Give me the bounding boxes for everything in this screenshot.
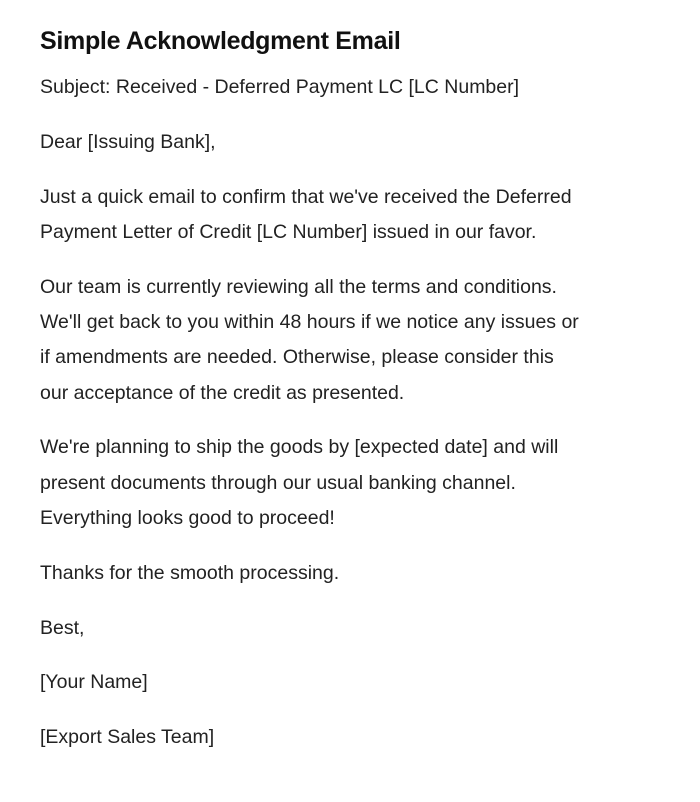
email-signature-team: [Export Sales Team] (40, 726, 215, 749)
email-paragraph-review: Our team is currently reviewing all the terms and conditions. We'll get back to you within 48 hours if we notice any issues or if amendments are needed. Otherwise, please consider this our acceptance of the credit as presented. (40, 275, 579, 404)
email-closing: Best, (40, 616, 85, 639)
page-title: Simple Acknowledgment Email (40, 27, 401, 55)
email-greeting: Dear [Issuing Bank], (40, 130, 216, 153)
email-paragraph-thanks: Thanks for the smooth processing. (40, 561, 340, 584)
email-signature-name: [Your Name] (40, 671, 148, 694)
email-subject-line: Subject: Received - Deferred Payment LC [LC Number] (40, 76, 520, 98)
email-paragraph-confirmation: Just a quick email to confirm that we've received the Deferred Payment Letter of Credit [LC Number] issued in our favor. (40, 185, 572, 243)
email-paragraph-shipping: We're planning to ship the goods by [expected date] and will present documents through our usual banking channel. Everything looks good to proceed! (40, 436, 559, 529)
